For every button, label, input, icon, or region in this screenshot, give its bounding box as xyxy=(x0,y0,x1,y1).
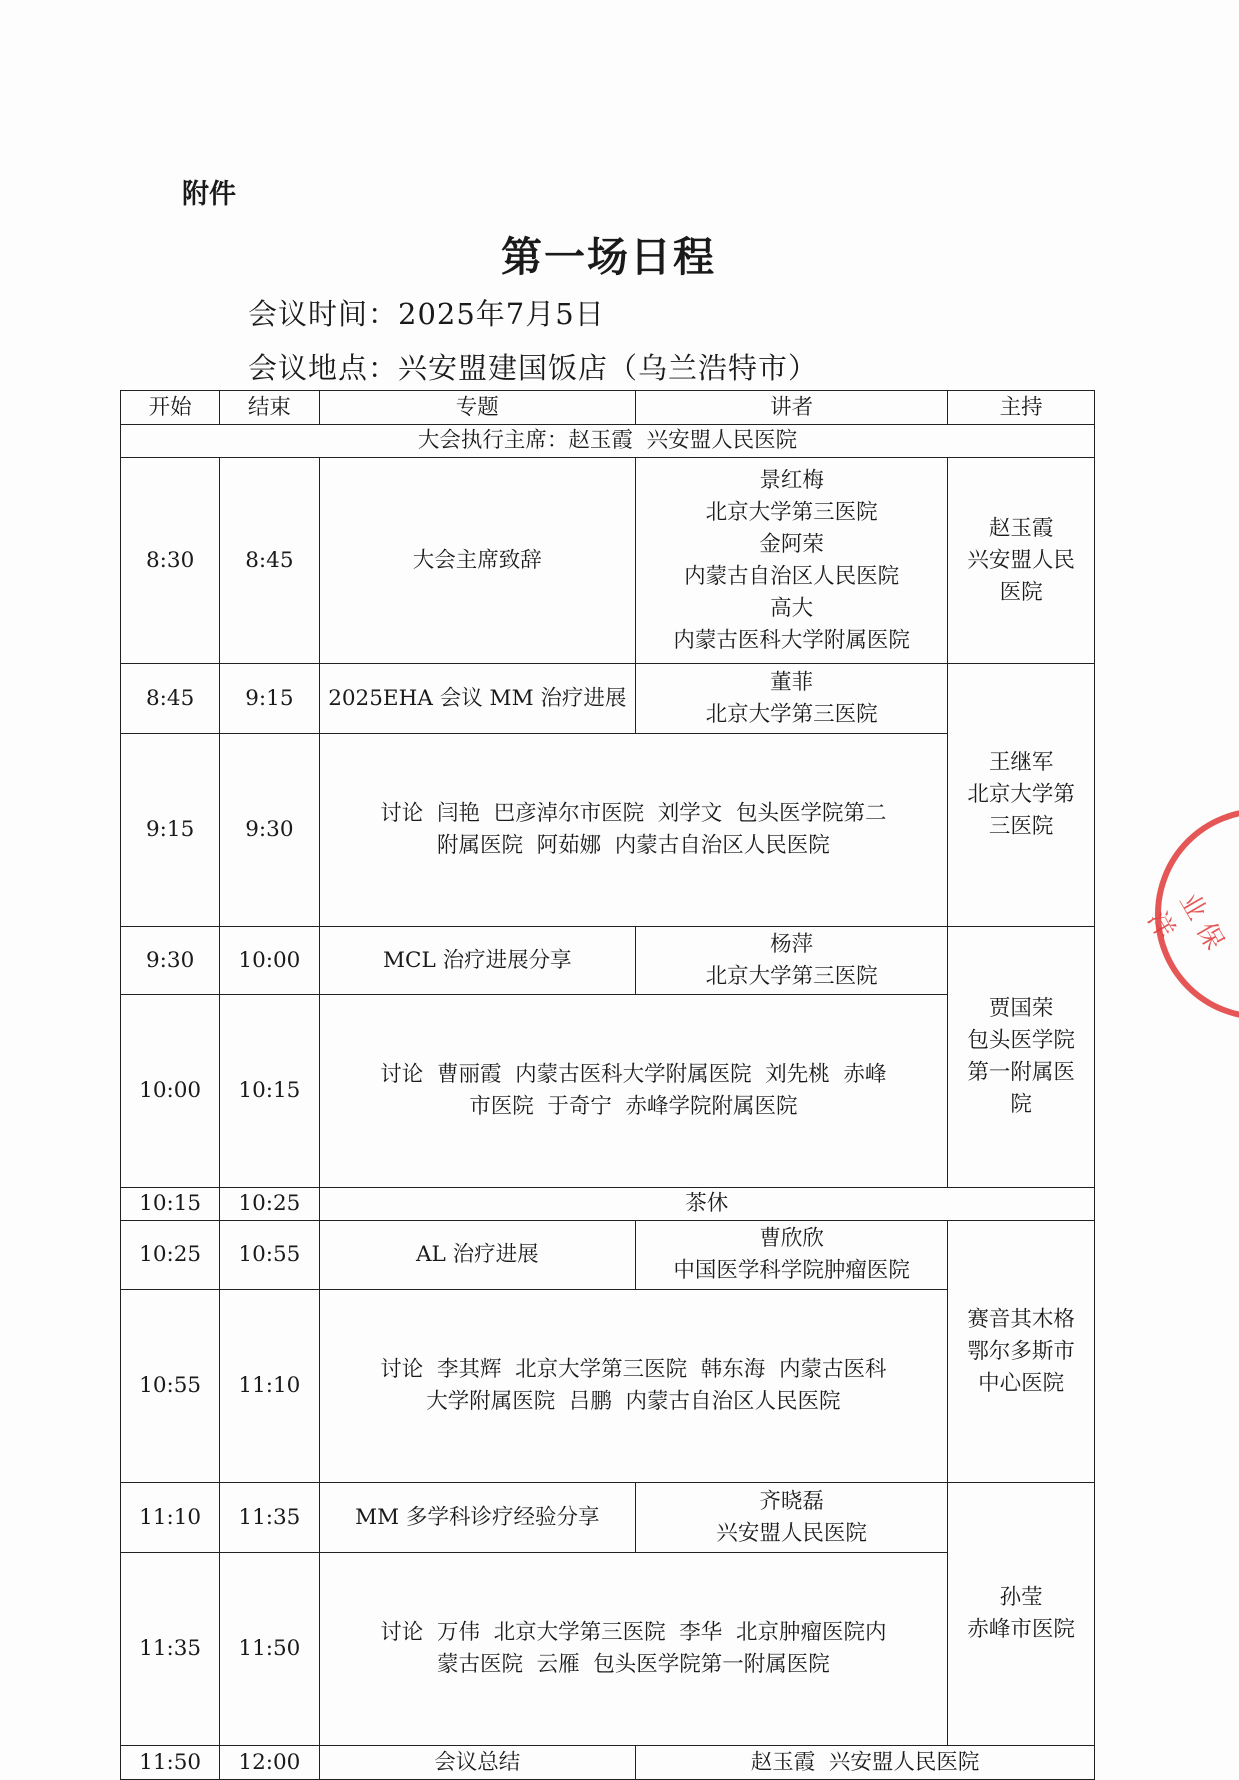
tea-break: 茶休 xyxy=(319,1188,1094,1221)
speaker: 曹欣欣 中国医学科学院肿瘤医院 xyxy=(636,1221,948,1290)
start-time: 9:15 xyxy=(121,734,220,927)
table-row xyxy=(121,458,1095,664)
topic: 2025EHA 会议 MM 治疗进展 xyxy=(319,664,636,734)
end-time: 11:10 xyxy=(220,1290,319,1483)
meeting-time: 会议时间：2025年7月5日 xyxy=(248,297,605,331)
end-time: 10:15 xyxy=(220,995,319,1188)
topic: MCL 治疗进展分享 xyxy=(319,927,636,995)
host: 贾国荣 包头医学院 第一附属医 院 xyxy=(948,927,1095,1188)
header-row xyxy=(121,391,1095,425)
header-start: 开始 xyxy=(121,391,220,425)
start-time: 11:10 xyxy=(121,1483,220,1553)
speaker: 景红梅 北京大学第三医院 金阿荣 内蒙古自治区人民医院 高大 内蒙古医科大学附属医院 xyxy=(636,458,948,664)
end-time: 11:35 xyxy=(220,1483,319,1553)
host: 孙莹 赤峰市医院 xyxy=(948,1483,1095,1746)
table-row xyxy=(121,1188,1095,1221)
end-time: 9:30 xyxy=(220,734,319,927)
start-time: 11:35 xyxy=(121,1553,220,1746)
meeting-place: 会议地点：兴安盟建国饭店（乌兰浩特市） xyxy=(248,351,819,385)
schedule-table xyxy=(120,390,1095,1780)
end-time: 9:15 xyxy=(220,664,319,734)
end-time: 11:50 xyxy=(220,1553,319,1746)
start-time: 10:15 xyxy=(121,1188,220,1221)
end-time: 8:45 xyxy=(220,458,319,664)
host: 赵玉霞 兴安盟人民 医院 xyxy=(948,458,1095,664)
end-time: 10:55 xyxy=(220,1221,319,1290)
start-time: 10:25 xyxy=(121,1221,220,1290)
discussion: 讨论 李其辉 北京大学第三医院 韩东海 内蒙古医科 大学附属医院 吕鹏 内蒙古自治区人民医院 xyxy=(319,1290,948,1483)
start-time: 8:45 xyxy=(121,664,220,734)
exec-chair-row xyxy=(121,425,1095,458)
page-title: 第一场日程 xyxy=(501,233,716,281)
speaker: 杨萍 北京大学第三医院 xyxy=(636,927,948,995)
topic: 大会主席致辞 xyxy=(319,458,636,664)
end-time: 10:00 xyxy=(220,927,319,995)
header-speaker: 讲者 xyxy=(636,391,948,425)
end-time: 12:00 xyxy=(220,1746,319,1780)
start-time: 9:30 xyxy=(121,927,220,995)
header-topic: 专题 xyxy=(319,391,636,425)
speaker: 赵玉霞 兴安盟人民医院 xyxy=(636,1746,1095,1780)
table-row xyxy=(121,1221,1095,1290)
host: 王继军 北京大学第 三医院 xyxy=(948,664,1095,927)
end-time: 10:25 xyxy=(220,1188,319,1221)
topic: AL 治疗进展 xyxy=(319,1221,636,1290)
start-time: 8:30 xyxy=(121,458,220,664)
topic: MM 多学科诊疗经验分享 xyxy=(319,1483,636,1553)
table-row xyxy=(121,1483,1095,1553)
table-row xyxy=(121,664,1095,734)
header-host: 主持 xyxy=(948,391,1095,425)
discussion: 讨论 万伟 北京大学第三医院 李华 北京肿瘤医院内 蒙古医院 云雁 包头医学院第一附属医院 xyxy=(319,1553,948,1746)
host: 赛音其木格 鄂尔多斯市 中心医院 xyxy=(948,1221,1095,1483)
discussion: 讨论 闫艳 巴彦淖尔市医院 刘学文 包头医学院第二 附属医院 阿茹娜 内蒙古自治区人民医院 xyxy=(319,734,948,927)
exec-chair: 大会执行主席：赵玉霞 兴安盟人民医院 xyxy=(121,425,1095,458)
speaker: 董菲 北京大学第三医院 xyxy=(636,664,948,734)
discussion: 讨论 曹丽霞 内蒙古医科大学附属医院 刘先桃 赤峰 市医院 于奇宁 赤峰学院附属医院 xyxy=(319,995,948,1188)
start-time: 10:00 xyxy=(121,995,220,1188)
attachment-label: 附件 xyxy=(182,179,236,210)
topic: 会议总结 xyxy=(319,1746,636,1780)
seal-text: 业 保 洋 xyxy=(1141,887,1230,956)
start-time: 10:55 xyxy=(121,1290,220,1483)
start-time: 11:50 xyxy=(121,1746,220,1780)
table-row xyxy=(121,1746,1095,1780)
speaker: 齐晓磊 兴安盟人民医院 xyxy=(636,1483,948,1553)
header-end: 结束 xyxy=(220,391,319,425)
table-row xyxy=(121,927,1095,995)
